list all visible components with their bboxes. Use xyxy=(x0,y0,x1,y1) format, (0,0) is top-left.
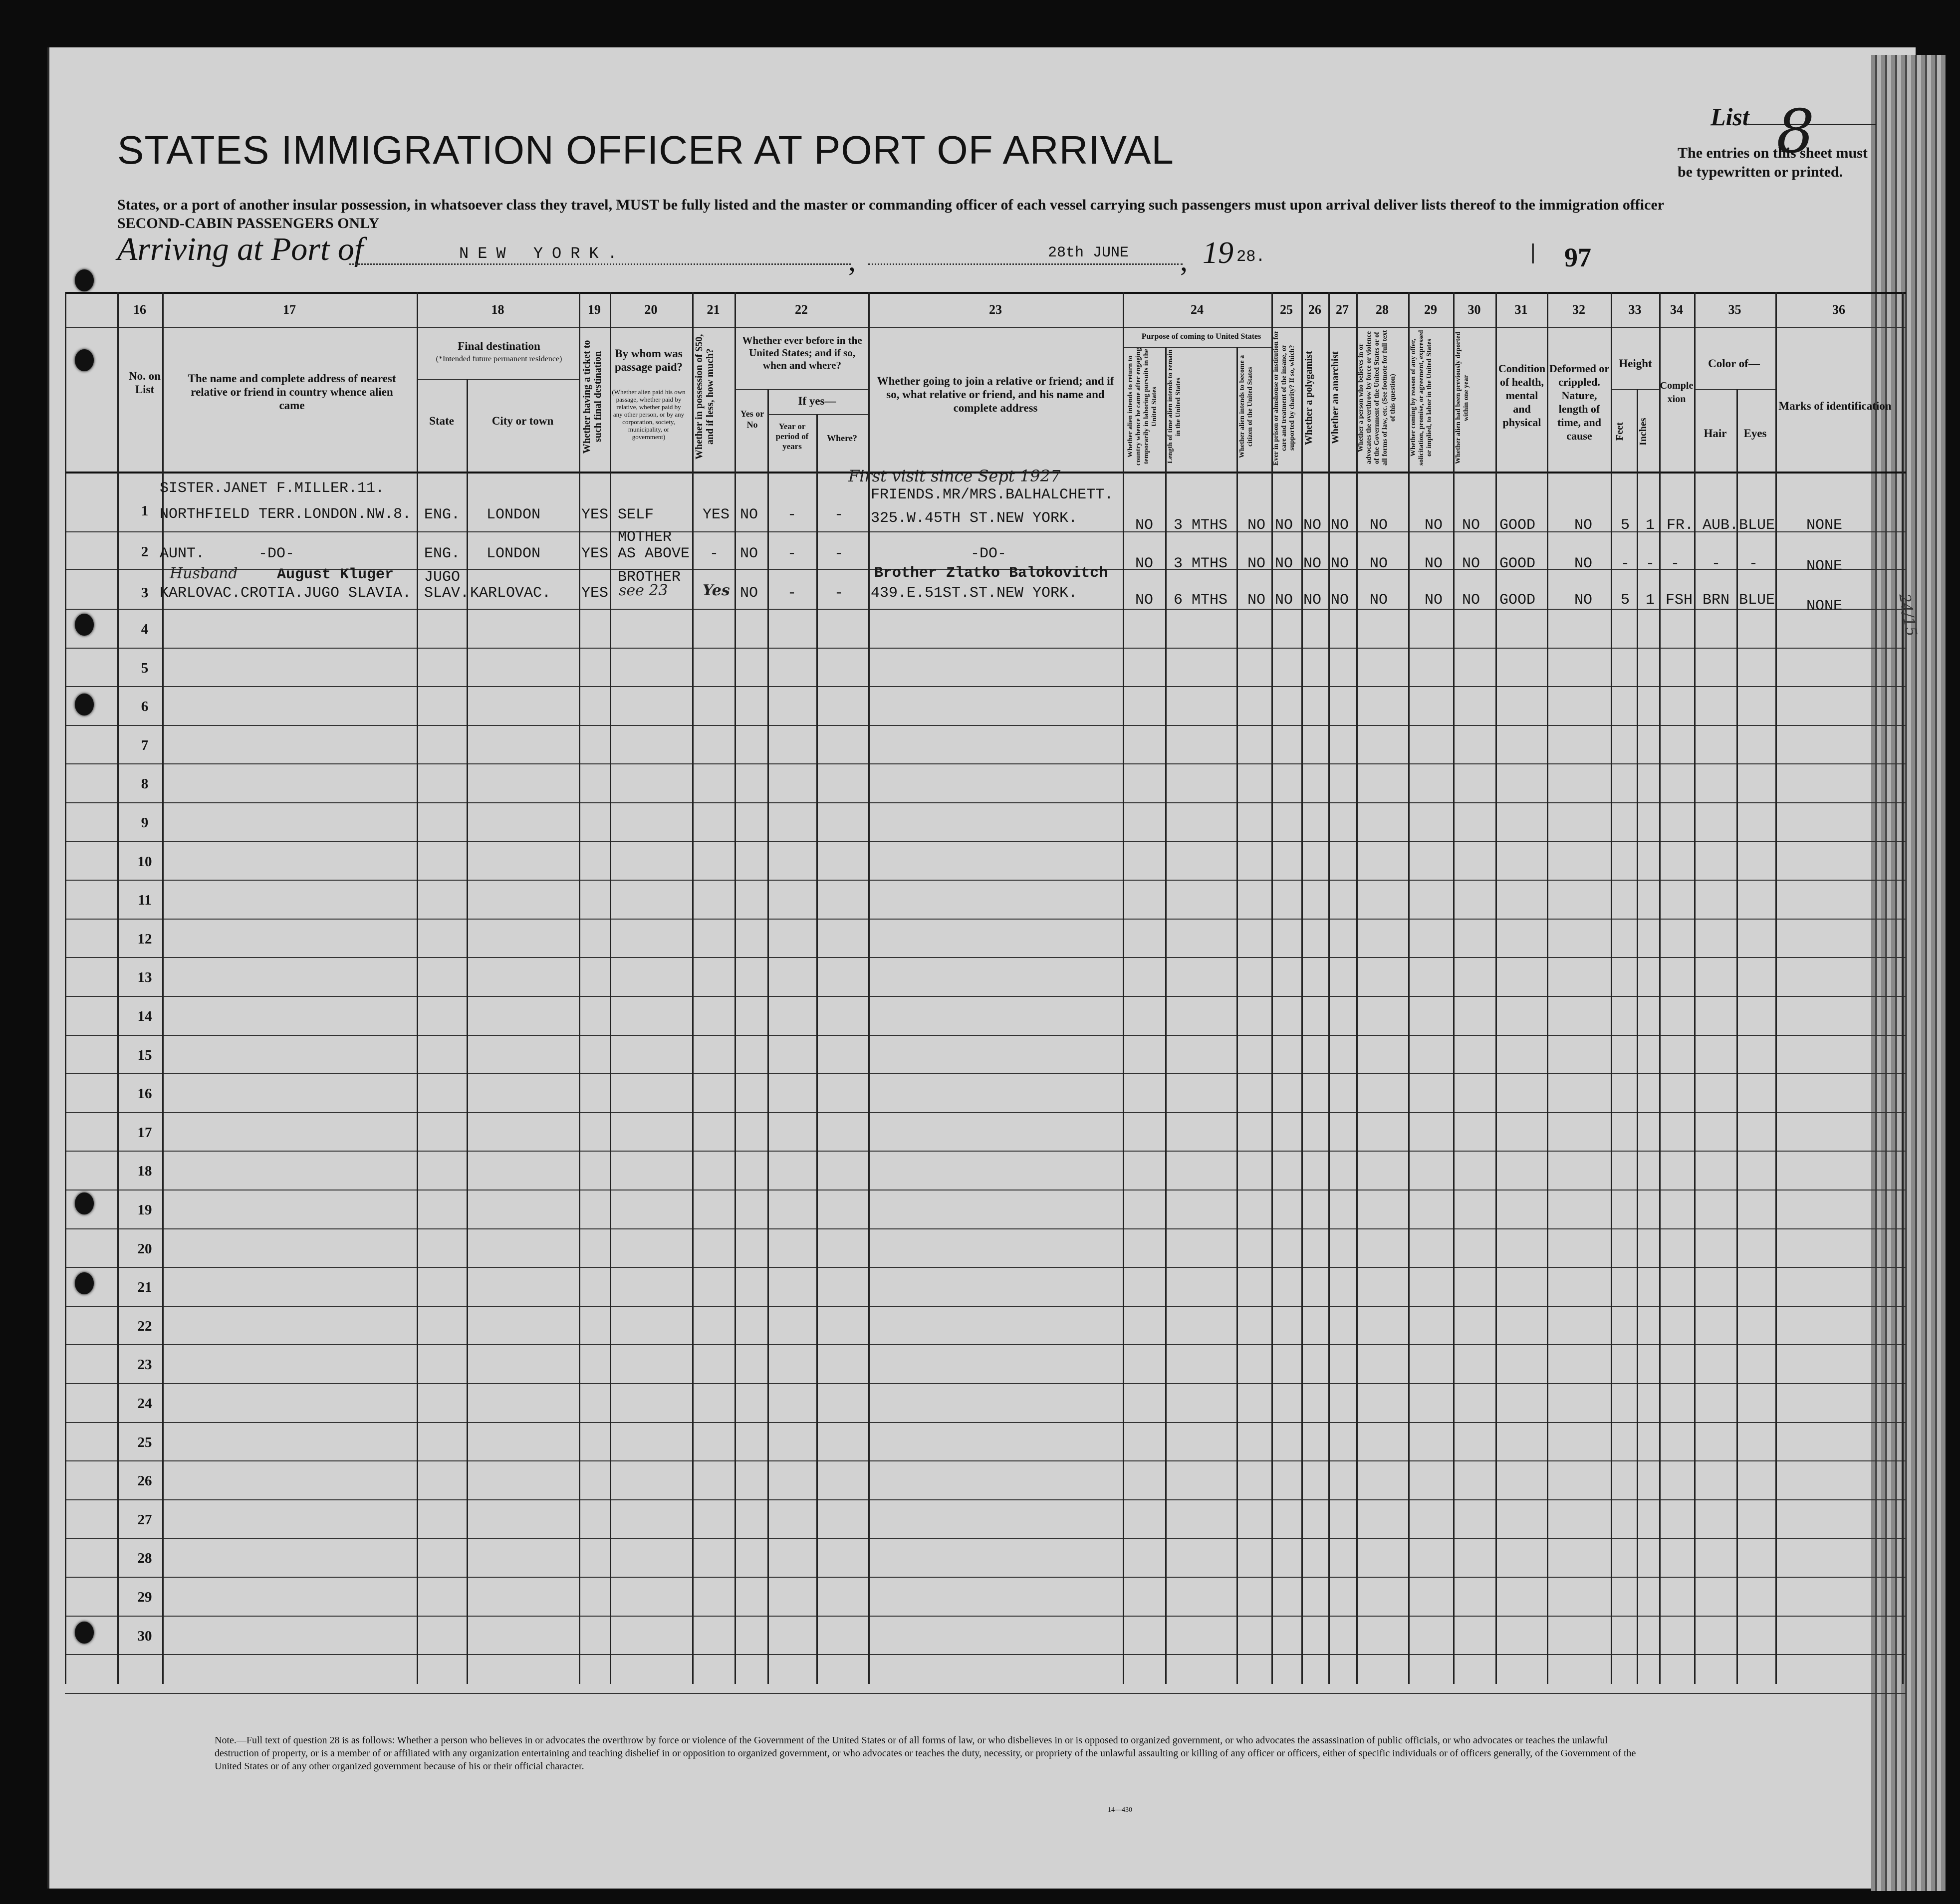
column-rule xyxy=(467,379,468,1684)
polygamist-value: NO xyxy=(1303,517,1322,534)
anarchist-value: NO xyxy=(1331,592,1349,609)
row-rule xyxy=(65,1151,1906,1152)
relative-hand: Husband xyxy=(170,565,238,582)
row-rule xyxy=(65,1460,1906,1461)
row-rule xyxy=(65,686,1906,687)
row-rule xyxy=(65,1228,1906,1229)
row-rule xyxy=(65,1577,1906,1578)
period-value: - xyxy=(787,506,797,523)
row-rule xyxy=(65,957,1906,958)
row-rule xyxy=(65,1499,1906,1500)
eyes-value: - xyxy=(1749,555,1758,572)
offer-value: NO xyxy=(1425,517,1443,534)
hair-value: - xyxy=(1712,555,1721,572)
possession-value: YES xyxy=(703,506,730,523)
length-value: 3 MTHS xyxy=(1174,555,1228,572)
ticket-value: YES xyxy=(581,585,609,602)
column-rule xyxy=(767,389,769,1684)
subtitle-line1: States, or a port of another insular possession, in whatsoever class they travel, MUST be fully listed and the master or commanding officer of each vessel carrying such passengers must upon arrival deliver lists thereof to the immigration officer xyxy=(117,197,1665,213)
row-rule xyxy=(65,1267,1906,1268)
column-number: 28 xyxy=(1376,302,1389,317)
complexion-value: - xyxy=(1671,555,1680,572)
deformed-value: NO xyxy=(1574,592,1593,609)
column-rule xyxy=(1123,292,1124,1684)
citizen-value: NO xyxy=(1247,555,1266,572)
header-where: Where? xyxy=(827,433,857,443)
row-rule xyxy=(65,648,1906,649)
column-rule xyxy=(868,292,870,1684)
relative-stamp: August Kluger xyxy=(277,566,394,583)
row-number: 21 xyxy=(137,1279,152,1295)
marks-value: NONE xyxy=(1806,517,1843,534)
footnote: Note.—Full text of question 28 is as follows: Whether a person who believes in or advocates the overthrow by force or violence of the Government of the United States or of all forms of law, or who disbelieves in or is opposed to organized government, or who advocates the assassination of public officials, or who advocates or teaches the unlawful destruction of property, or is a member of or affiliated with any organization entertaining and teaching disbelief in or opposition to organized government, or who advocates or teaches the duty, necessity, or propriety of the unlawful assaulting or killing of any officer or officers, either of specific individuals or of officers generally, of the Government of the United States or of any other organized government because of his or their official character. xyxy=(215,1735,1636,1772)
column-rule xyxy=(816,414,818,1684)
row-number: 24 xyxy=(137,1396,152,1412)
length-value: 6 MTHS xyxy=(1174,592,1228,609)
marks-value: NONE xyxy=(1806,558,1843,575)
row-rule xyxy=(65,1538,1906,1539)
year-prefix: 19 xyxy=(1203,236,1233,270)
row-number: 26 xyxy=(137,1473,152,1489)
manifest-sheet xyxy=(47,47,1916,1889)
entries-note xyxy=(1678,144,1868,182)
deported-value: NO xyxy=(1462,517,1480,534)
health-value: GOOD xyxy=(1499,592,1536,609)
header-anarchist: Whether an anarchist xyxy=(1330,351,1341,445)
row-rule xyxy=(65,1035,1906,1036)
column-rule xyxy=(1495,292,1497,1684)
header-deformed: Deformed or crippled. Nature, length of time, and cause xyxy=(1549,362,1610,442)
column-number: 22 xyxy=(795,302,808,317)
row-number: 15 xyxy=(137,1047,152,1063)
page-title: STATES IMMIGRATION OFFICER AT PORT OF ARRIVAL xyxy=(117,128,1174,172)
dest-state: ENG. xyxy=(424,545,461,562)
feet-value: 5 xyxy=(1621,517,1630,534)
row-number: 22 xyxy=(137,1318,152,1334)
row-number: 27 xyxy=(137,1512,152,1528)
column-rule xyxy=(1547,292,1548,1684)
dest-state: SLAV. xyxy=(424,585,470,602)
header-inches: Inches xyxy=(1638,418,1649,446)
overthrow-value: NO xyxy=(1370,555,1388,572)
header-purpose: Purpose of coming to United States xyxy=(1141,332,1261,341)
column-number: 21 xyxy=(707,302,720,317)
column-number: 23 xyxy=(989,302,1002,317)
relative-line2: NORTHFIELD TERR.LONDON.NW.8. xyxy=(160,506,412,523)
offer-value: NO xyxy=(1425,592,1443,609)
eyes-value: BLUE xyxy=(1739,517,1775,534)
header-ever-before: Whether ever before in the United States; and if so, when and where? xyxy=(742,334,862,371)
row-number: 19 xyxy=(137,1202,152,1218)
separator-comma: , xyxy=(1180,244,1188,277)
column-number: 34 xyxy=(1670,302,1683,317)
column-rule xyxy=(1736,389,1738,1684)
color-sub-rule xyxy=(1694,389,1775,390)
relative-line1: SISTER.JANET F.MILLER.11. xyxy=(160,480,385,497)
row-number: 25 xyxy=(137,1434,152,1450)
row-rule xyxy=(65,1616,1906,1617)
form-number: 14—430 xyxy=(1108,1806,1132,1814)
row-rule xyxy=(65,880,1906,881)
join-line2: -DO- xyxy=(971,545,1007,562)
row-number: 12 xyxy=(137,931,152,947)
column-rule xyxy=(1356,292,1358,1684)
row-number: 2 xyxy=(141,544,149,560)
list-label: List xyxy=(1711,103,1749,131)
binder-hole-icon xyxy=(75,349,94,371)
header-passage-paid: By whom was passage paid? xyxy=(614,347,683,373)
eyes-value: BLUE xyxy=(1739,592,1775,609)
header-final-destination: Final destination xyxy=(458,340,540,352)
deported-value: NO xyxy=(1462,592,1480,609)
header-state: State xyxy=(429,415,454,427)
row-rule xyxy=(65,763,1906,764)
relative-line2: KARLOVAC.CROTIA.JUGO SLAVIA. xyxy=(160,585,412,602)
header-year-or-period: Year or period of years xyxy=(775,422,809,451)
row-rule xyxy=(65,996,1906,997)
header-affiliation: Whether coming by reason of any offer, solicitation, promise, or agreement, expressed or implied, to labor in the United States xyxy=(1410,330,1433,466)
column-number: 33 xyxy=(1628,302,1642,317)
row-number: 3 xyxy=(141,585,149,601)
row-number: 20 xyxy=(137,1241,152,1257)
binder-hole-icon xyxy=(75,614,94,636)
binder-hole-icon xyxy=(75,1272,94,1294)
return-value: NO xyxy=(1135,592,1154,609)
header-feet: Feet xyxy=(1614,422,1625,441)
row-number: 13 xyxy=(137,969,152,985)
paid-line1: MOTHER xyxy=(618,529,672,546)
arrival-date: 28th JUNE xyxy=(1048,244,1129,261)
header-no-on-list: No. on List xyxy=(129,370,161,396)
column-number: 20 xyxy=(644,302,658,317)
column-rule xyxy=(1271,292,1273,1684)
column-rule xyxy=(1328,292,1330,1684)
header-health: Condition of health, mental and physical xyxy=(1498,362,1546,429)
deported-value: NO xyxy=(1462,555,1480,572)
header-if-yes: If yes— xyxy=(798,395,836,407)
complexion-value: FSH xyxy=(1666,592,1693,609)
table-top-rule xyxy=(65,292,1906,294)
row-rule xyxy=(65,841,1906,842)
header-purpose-return: Whether alien intends to return to country whence he came after engaging temporarily in laboring pursuits in the United States xyxy=(1127,348,1158,466)
height-sub-rule xyxy=(1611,389,1659,390)
relative-line1: AUNT. -DO- xyxy=(160,545,295,562)
row-number: 1 xyxy=(141,503,149,519)
dest-state-line1: JUGO xyxy=(424,569,461,586)
row-number: 4 xyxy=(141,621,149,637)
header-complexion: Complexion xyxy=(1660,380,1694,405)
possession-value: - xyxy=(710,545,719,562)
column-rule xyxy=(1165,347,1167,1684)
header-nearest-relative: The name and complete address of nearest relative or friend in country whence alien came xyxy=(188,372,396,412)
column-number: 17 xyxy=(283,302,296,317)
year-suffix: 28. xyxy=(1236,247,1265,266)
length-value: 3 MTHS xyxy=(1174,517,1228,534)
marks-value: NONE xyxy=(1806,598,1843,615)
row-number: 10 xyxy=(137,854,152,870)
column-number: 18 xyxy=(491,302,504,317)
binder-hole-icon xyxy=(75,694,94,715)
header-purpose-length: Length of time alien intends to remain in the United States xyxy=(1167,349,1182,464)
prison-value: NO xyxy=(1275,555,1293,572)
separator-comma: , xyxy=(848,244,856,277)
inches-value: 1 xyxy=(1646,592,1655,609)
row-rule xyxy=(65,919,1906,920)
complexion-value: FR. xyxy=(1667,517,1694,534)
handwritten-note: First visit since Sept 1927 xyxy=(848,467,1061,485)
header-passage-paid-note: (Whether alien paid his own passage, whether paid by relative, whether paid by any other person, or by any corporation, society, municipality, or government) xyxy=(612,388,686,441)
tick-mark xyxy=(1532,243,1534,263)
header-deported: Whether alien had been previously deported within one year xyxy=(1455,331,1470,465)
citizen-value: NO xyxy=(1247,517,1266,534)
citizen-value: NO xyxy=(1247,592,1266,609)
column-number: 29 xyxy=(1424,302,1437,317)
header-yes-or-no: Yes or No xyxy=(740,409,764,430)
return-value: NO xyxy=(1135,517,1154,534)
column-rule xyxy=(1408,292,1410,1684)
header-color-of: Color of— xyxy=(1708,357,1760,370)
column-number: 26 xyxy=(1308,302,1321,317)
header-final-destination-note: (*Intended future permanent residence) xyxy=(436,355,562,363)
row-number: 5 xyxy=(141,660,149,676)
column-number: 25 xyxy=(1280,302,1293,317)
header-polygamist: Whether a polygamist xyxy=(1303,351,1314,445)
ticket-value: YES xyxy=(581,545,609,562)
column-number: 24 xyxy=(1191,302,1204,317)
port-line xyxy=(349,263,851,265)
row-number: 11 xyxy=(138,892,152,908)
paid-line2: AS ABOVE xyxy=(618,545,690,562)
row-rule xyxy=(65,1073,1906,1074)
header-marks: Marks of identification xyxy=(1778,400,1892,412)
port-value: NEW YORK. xyxy=(459,244,626,263)
join-line2: 325.W.45TH ST.NEW YORK. xyxy=(871,510,1078,527)
deformed-value: NO xyxy=(1574,517,1593,534)
row-number: 23 xyxy=(137,1357,152,1373)
row-rule xyxy=(65,609,1906,610)
column-rule xyxy=(1659,292,1661,1684)
health-value: GOOD xyxy=(1499,517,1536,534)
dest-city: KARLOVAC. xyxy=(470,585,551,602)
binder-hole-icon xyxy=(75,1622,94,1644)
inches-value: 1 xyxy=(1646,517,1655,534)
row-number: 28 xyxy=(137,1550,152,1566)
column-rule xyxy=(610,292,611,1684)
period-value: - xyxy=(787,545,797,562)
paid-line1: BROTHER xyxy=(618,569,681,586)
row-number: 30 xyxy=(137,1628,152,1644)
overthrow-value: NO xyxy=(1370,517,1388,534)
entries-note-line2: be typewritten or printed. xyxy=(1678,164,1843,180)
prison-value: NO xyxy=(1275,517,1293,534)
ever-before-sub-rule xyxy=(735,389,868,390)
prison-value: NO xyxy=(1275,592,1293,609)
column-rule xyxy=(417,292,418,1684)
header-joining: Whether going to join a relative or friend; and if so, what relative or friend, and his name and complete address xyxy=(877,375,1114,414)
possession-value: Yes xyxy=(703,582,730,599)
row-rule xyxy=(65,1654,1906,1655)
column-number: 16 xyxy=(133,302,146,317)
page-number: 97 xyxy=(1564,242,1591,272)
row-rule xyxy=(65,1383,1906,1384)
row-number: 6 xyxy=(141,699,149,714)
where-value: - xyxy=(834,585,844,602)
paid-line2: SELF xyxy=(618,506,654,523)
row-number: 18 xyxy=(137,1163,152,1179)
row-rule xyxy=(65,802,1906,803)
column-number-rule xyxy=(65,327,1906,328)
join-stamp: Brother Zlatko Balokovitch xyxy=(874,565,1108,582)
row-rule xyxy=(65,725,1906,726)
row-number: 17 xyxy=(137,1125,152,1141)
column-rule xyxy=(579,292,580,1684)
before-value: NO xyxy=(740,585,758,602)
column-rule xyxy=(1637,389,1638,1684)
margin-annotation: 24/15 xyxy=(1895,592,1920,638)
header-possession-50: Whether in possession of $50, and if less, how much? xyxy=(694,334,716,460)
binder-hole-icon xyxy=(75,269,94,291)
header-ticket: Whether having a ticket to such final destination xyxy=(581,340,603,454)
dest-city: LONDON xyxy=(487,506,541,523)
offer-value: NO xyxy=(1425,555,1443,572)
before-value: NO xyxy=(740,545,758,562)
table-left-rule xyxy=(65,292,66,1684)
row-rule xyxy=(65,531,1906,532)
date-line xyxy=(868,263,1183,265)
anarchist-value: NO xyxy=(1331,517,1349,534)
deformed-value: NO xyxy=(1574,555,1593,572)
overthrow-value: NO xyxy=(1370,592,1388,609)
column-rule xyxy=(1775,292,1777,1684)
row-number: 16 xyxy=(137,1086,152,1102)
subtitle xyxy=(117,196,1689,233)
column-rule xyxy=(1694,292,1696,1684)
column-rule xyxy=(1611,292,1612,1684)
subtitle-line2: SECOND-CABIN PASSENGERS ONLY xyxy=(117,215,380,232)
column-number: 32 xyxy=(1572,302,1585,317)
entries-note-line1: The entries on this sheet must xyxy=(1678,145,1868,161)
where-value: - xyxy=(834,545,844,562)
polygamist-value: NO xyxy=(1303,555,1322,572)
column-rule xyxy=(1453,292,1455,1684)
row-rule xyxy=(65,1306,1906,1307)
column-number: 30 xyxy=(1468,302,1481,317)
inches-value: - xyxy=(1646,555,1655,572)
destination-sub-rule xyxy=(417,379,579,380)
join-line1: FRIENDS.MR/MRS.BALHALCHETT. xyxy=(871,486,1114,503)
header-city: City or town xyxy=(491,415,554,427)
column-rule xyxy=(735,292,736,1684)
dest-city: LONDON xyxy=(487,545,541,562)
polygamist-value: NO xyxy=(1303,592,1322,609)
row-rule xyxy=(65,1693,1906,1694)
row-rule xyxy=(65,1344,1906,1345)
row-number: 8 xyxy=(141,776,149,792)
dest-state: ENG. xyxy=(424,506,461,523)
row-rule xyxy=(65,1112,1906,1113)
row-number: 14 xyxy=(137,1008,152,1024)
row-rule xyxy=(65,1422,1906,1423)
anarchist-value: NO xyxy=(1331,555,1349,572)
row-number: 9 xyxy=(141,815,149,831)
list-number: 8 xyxy=(1776,97,1815,167)
column-number: 35 xyxy=(1728,302,1741,317)
ticket-value: YES xyxy=(581,506,609,523)
before-value: NO xyxy=(740,506,758,523)
header-height: Height xyxy=(1619,357,1652,370)
header-purpose-citizen: Whether alien intends to become a citizen of the United States xyxy=(1238,355,1254,459)
row-number: 29 xyxy=(137,1589,152,1605)
column-rule xyxy=(117,292,119,1684)
column-rule xyxy=(692,292,694,1684)
feet-value: 5 xyxy=(1621,592,1630,609)
column-number: 36 xyxy=(1832,302,1845,317)
column-number: 31 xyxy=(1514,302,1528,317)
arriving-label: Arriving at Port of xyxy=(117,231,364,267)
hair-value: AUB. xyxy=(1703,517,1739,534)
period-value: - xyxy=(787,585,797,602)
where-value: - xyxy=(834,506,844,523)
health-value: GOOD xyxy=(1499,555,1536,572)
column-number: 19 xyxy=(588,302,601,317)
join-line2: 439.E.51ST.ST.NEW YORK. xyxy=(871,585,1078,602)
binder-hole-icon xyxy=(75,1192,94,1214)
feet-value: - xyxy=(1621,555,1630,572)
column-rule xyxy=(1301,292,1303,1684)
header-hair: Hair xyxy=(1704,427,1727,440)
column-rule xyxy=(1902,292,1904,1684)
hair-value: BRN xyxy=(1703,592,1730,609)
paid-line2: see 23 xyxy=(619,582,668,599)
return-value: NO xyxy=(1135,555,1154,572)
column-rule xyxy=(1236,347,1238,1684)
row-number: 7 xyxy=(141,737,149,753)
if-yes-sub-rule xyxy=(767,414,868,415)
header-overthrow: Whether a person who believes in or advocates the overthrow by force or violence of the Government of the United States or of all forms of law, etc. (See footnote for full text of this question) xyxy=(1357,330,1397,466)
column-number: 27 xyxy=(1336,302,1349,317)
header-eyes: Eyes xyxy=(1743,427,1767,440)
header-prison: Ever in prison or almshouse or institution for care and treatment of the insane, or supported by charity? If so, which? xyxy=(1272,330,1296,466)
